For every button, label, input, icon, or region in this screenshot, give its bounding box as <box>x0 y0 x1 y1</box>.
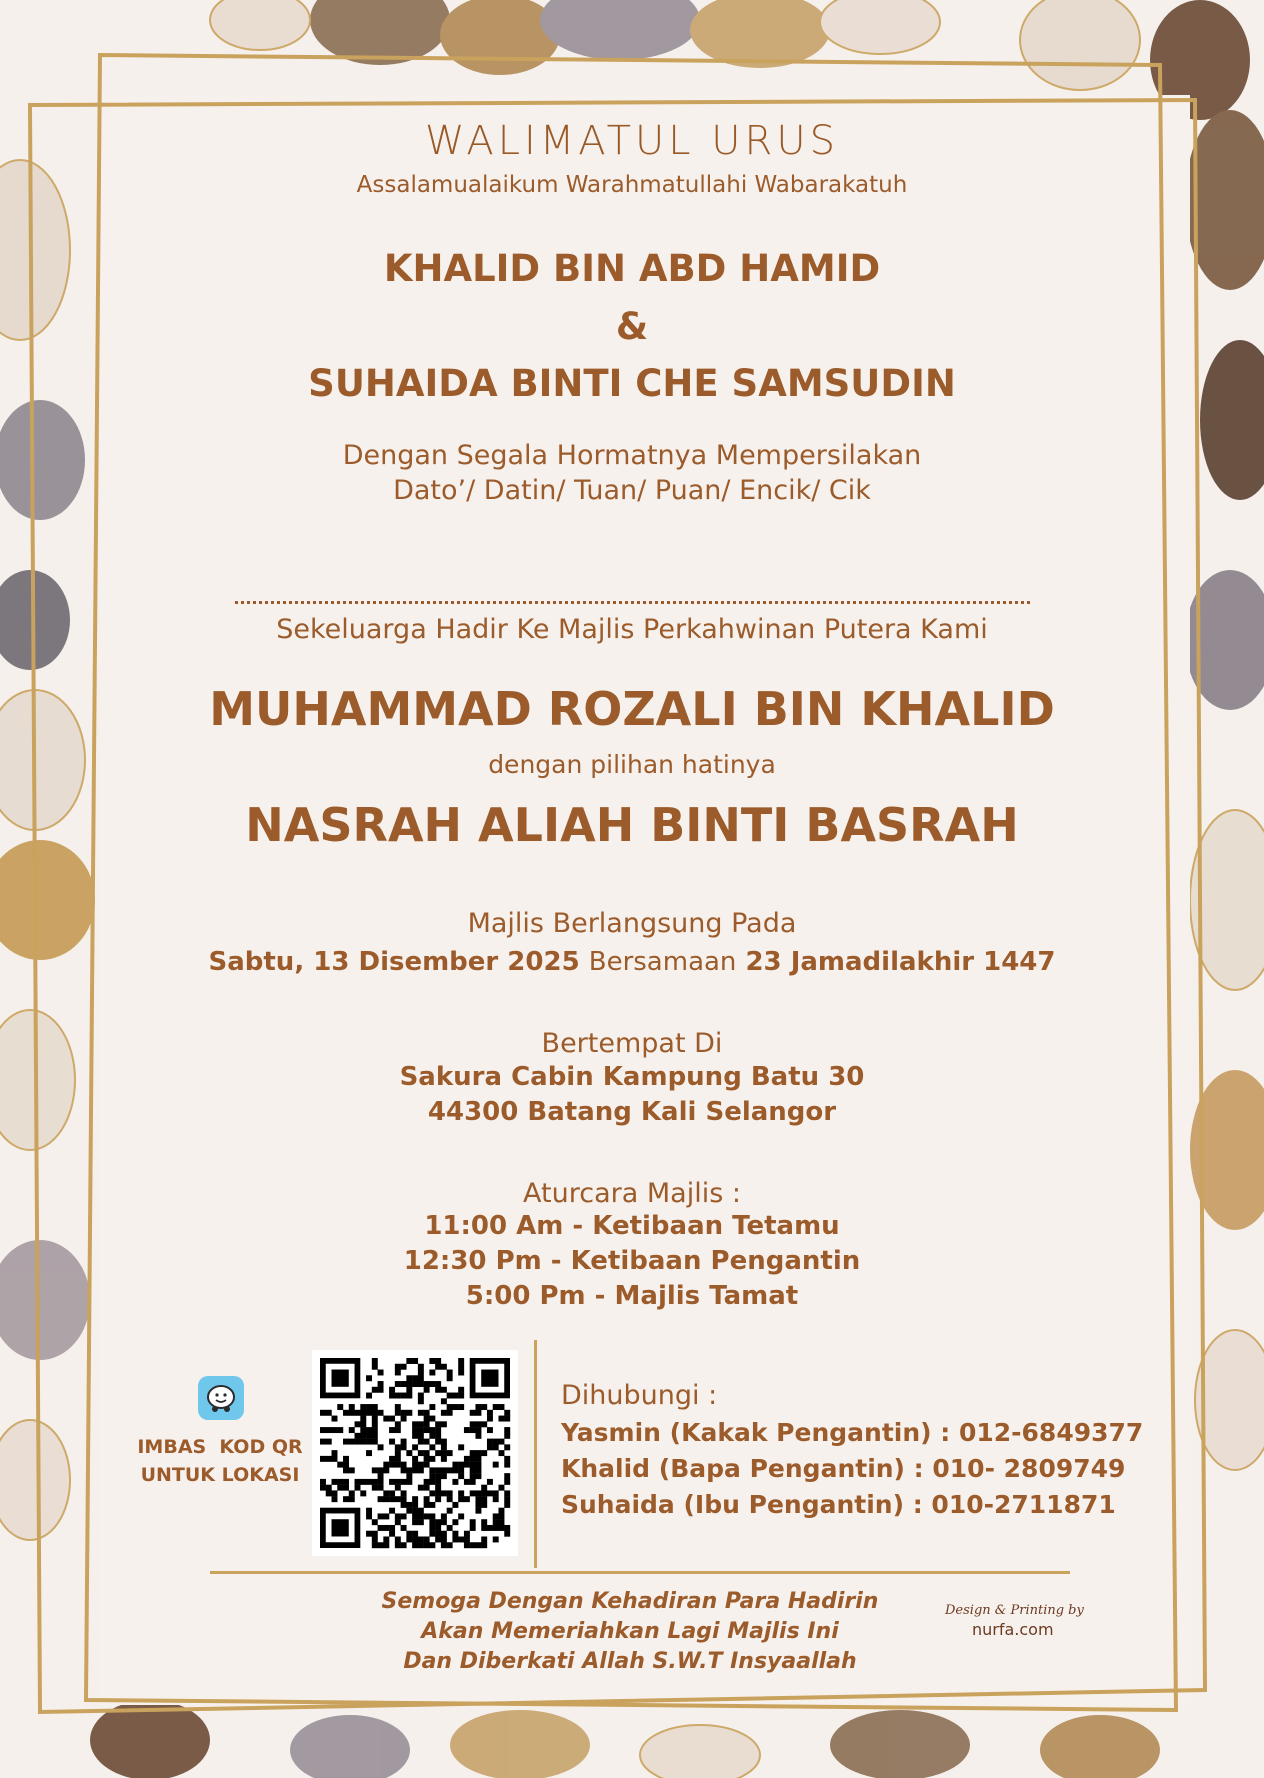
waze-icon[interactable] <box>198 1376 244 1420</box>
event-date: Sabtu, 13 Disember 2025 <box>208 947 580 977</box>
location-qr-code[interactable] <box>312 1350 518 1556</box>
date-label: Majlis Berlangsung Pada <box>467 908 797 939</box>
credit-line-1: Design & Printing by <box>945 1603 1084 1618</box>
contact-item: Yasmin (Kakak Pengantin) : 012-6849377 <box>561 1418 1144 1447</box>
hijri-date: 23 Jamadilakhir 1447 <box>745 947 1056 977</box>
groom-name: MUHAMMAD ROZALI BIN KHALID <box>209 682 1055 736</box>
event-date-line <box>0 947 1264 977</box>
scan-instruction <box>125 1433 315 1489</box>
venue-label: Bertempat Di <box>541 1028 723 1059</box>
card-title: WALIMATUL URUS <box>424 118 840 164</box>
schedule-item: 12:30 Pm - Ketibaan Pengantin <box>403 1246 861 1276</box>
closing-line-1: Semoga Dengan Kehadiran Para Hadirin <box>381 1589 879 1614</box>
contact-label: Dihubungi : <box>561 1380 718 1411</box>
bride-name: NASRAH ALIAH BINTI BASRAH <box>245 798 1019 852</box>
date-connector: Bersamaan <box>588 947 737 977</box>
dotted-divider <box>235 601 1030 604</box>
scan-line-2: UNTUK LOKASI <box>140 1464 300 1486</box>
credit-line-2: nurfa.com <box>972 1620 1054 1639</box>
invitation-line-2: Dato’/ Datin/ Tuan/ Puan/ Encik/ Cik <box>393 475 871 506</box>
venue-line-2: 44300 Batang Kali Selangor <box>427 1097 837 1127</box>
invitation-line-1: Dengan Segala Hormatnya Mempersilakan <box>342 440 922 471</box>
schedule-item: 11:00 Am - Ketibaan Tetamu <box>424 1211 840 1241</box>
host-mother: SUHAIDA BINTI CHE SAMSUDIN <box>308 362 956 405</box>
schedule-label: Aturcara Majlis : <box>523 1178 741 1209</box>
closing-line-2: Akan Memeriahkan Lagi Majlis Ini <box>421 1619 839 1644</box>
family-line: Sekeluarga Hadir Ke Majlis Perkahwinan Putera Kami <box>276 614 988 645</box>
closing-line-3: Dan Diberkati Allah S.W.T Insyaallah <box>403 1649 857 1674</box>
horizontal-divider <box>210 1571 1070 1574</box>
host-father: KHALID BIN ABD HAMID <box>383 247 881 290</box>
contact-item: Khalid (Bapa Pengantin) : 010- 2809749 <box>561 1454 1126 1483</box>
host-ampersand: & <box>615 305 649 348</box>
schedule-item: 5:00 Pm - Majlis Tamat <box>465 1281 799 1311</box>
couple-connector: dengan pilihan hatinya <box>488 750 776 779</box>
venue-line-1: Sakura Cabin Kampung Batu 30 <box>399 1062 865 1092</box>
scan-line-1: IMBAS KOD QR <box>137 1436 303 1458</box>
vertical-divider <box>534 1340 537 1568</box>
contact-item: Suhaida (Ibu Pengantin) : 010-2711871 <box>561 1490 1116 1519</box>
greeting: Assalamualaikum Warahmatullahi Wabarakatuh <box>356 172 908 198</box>
